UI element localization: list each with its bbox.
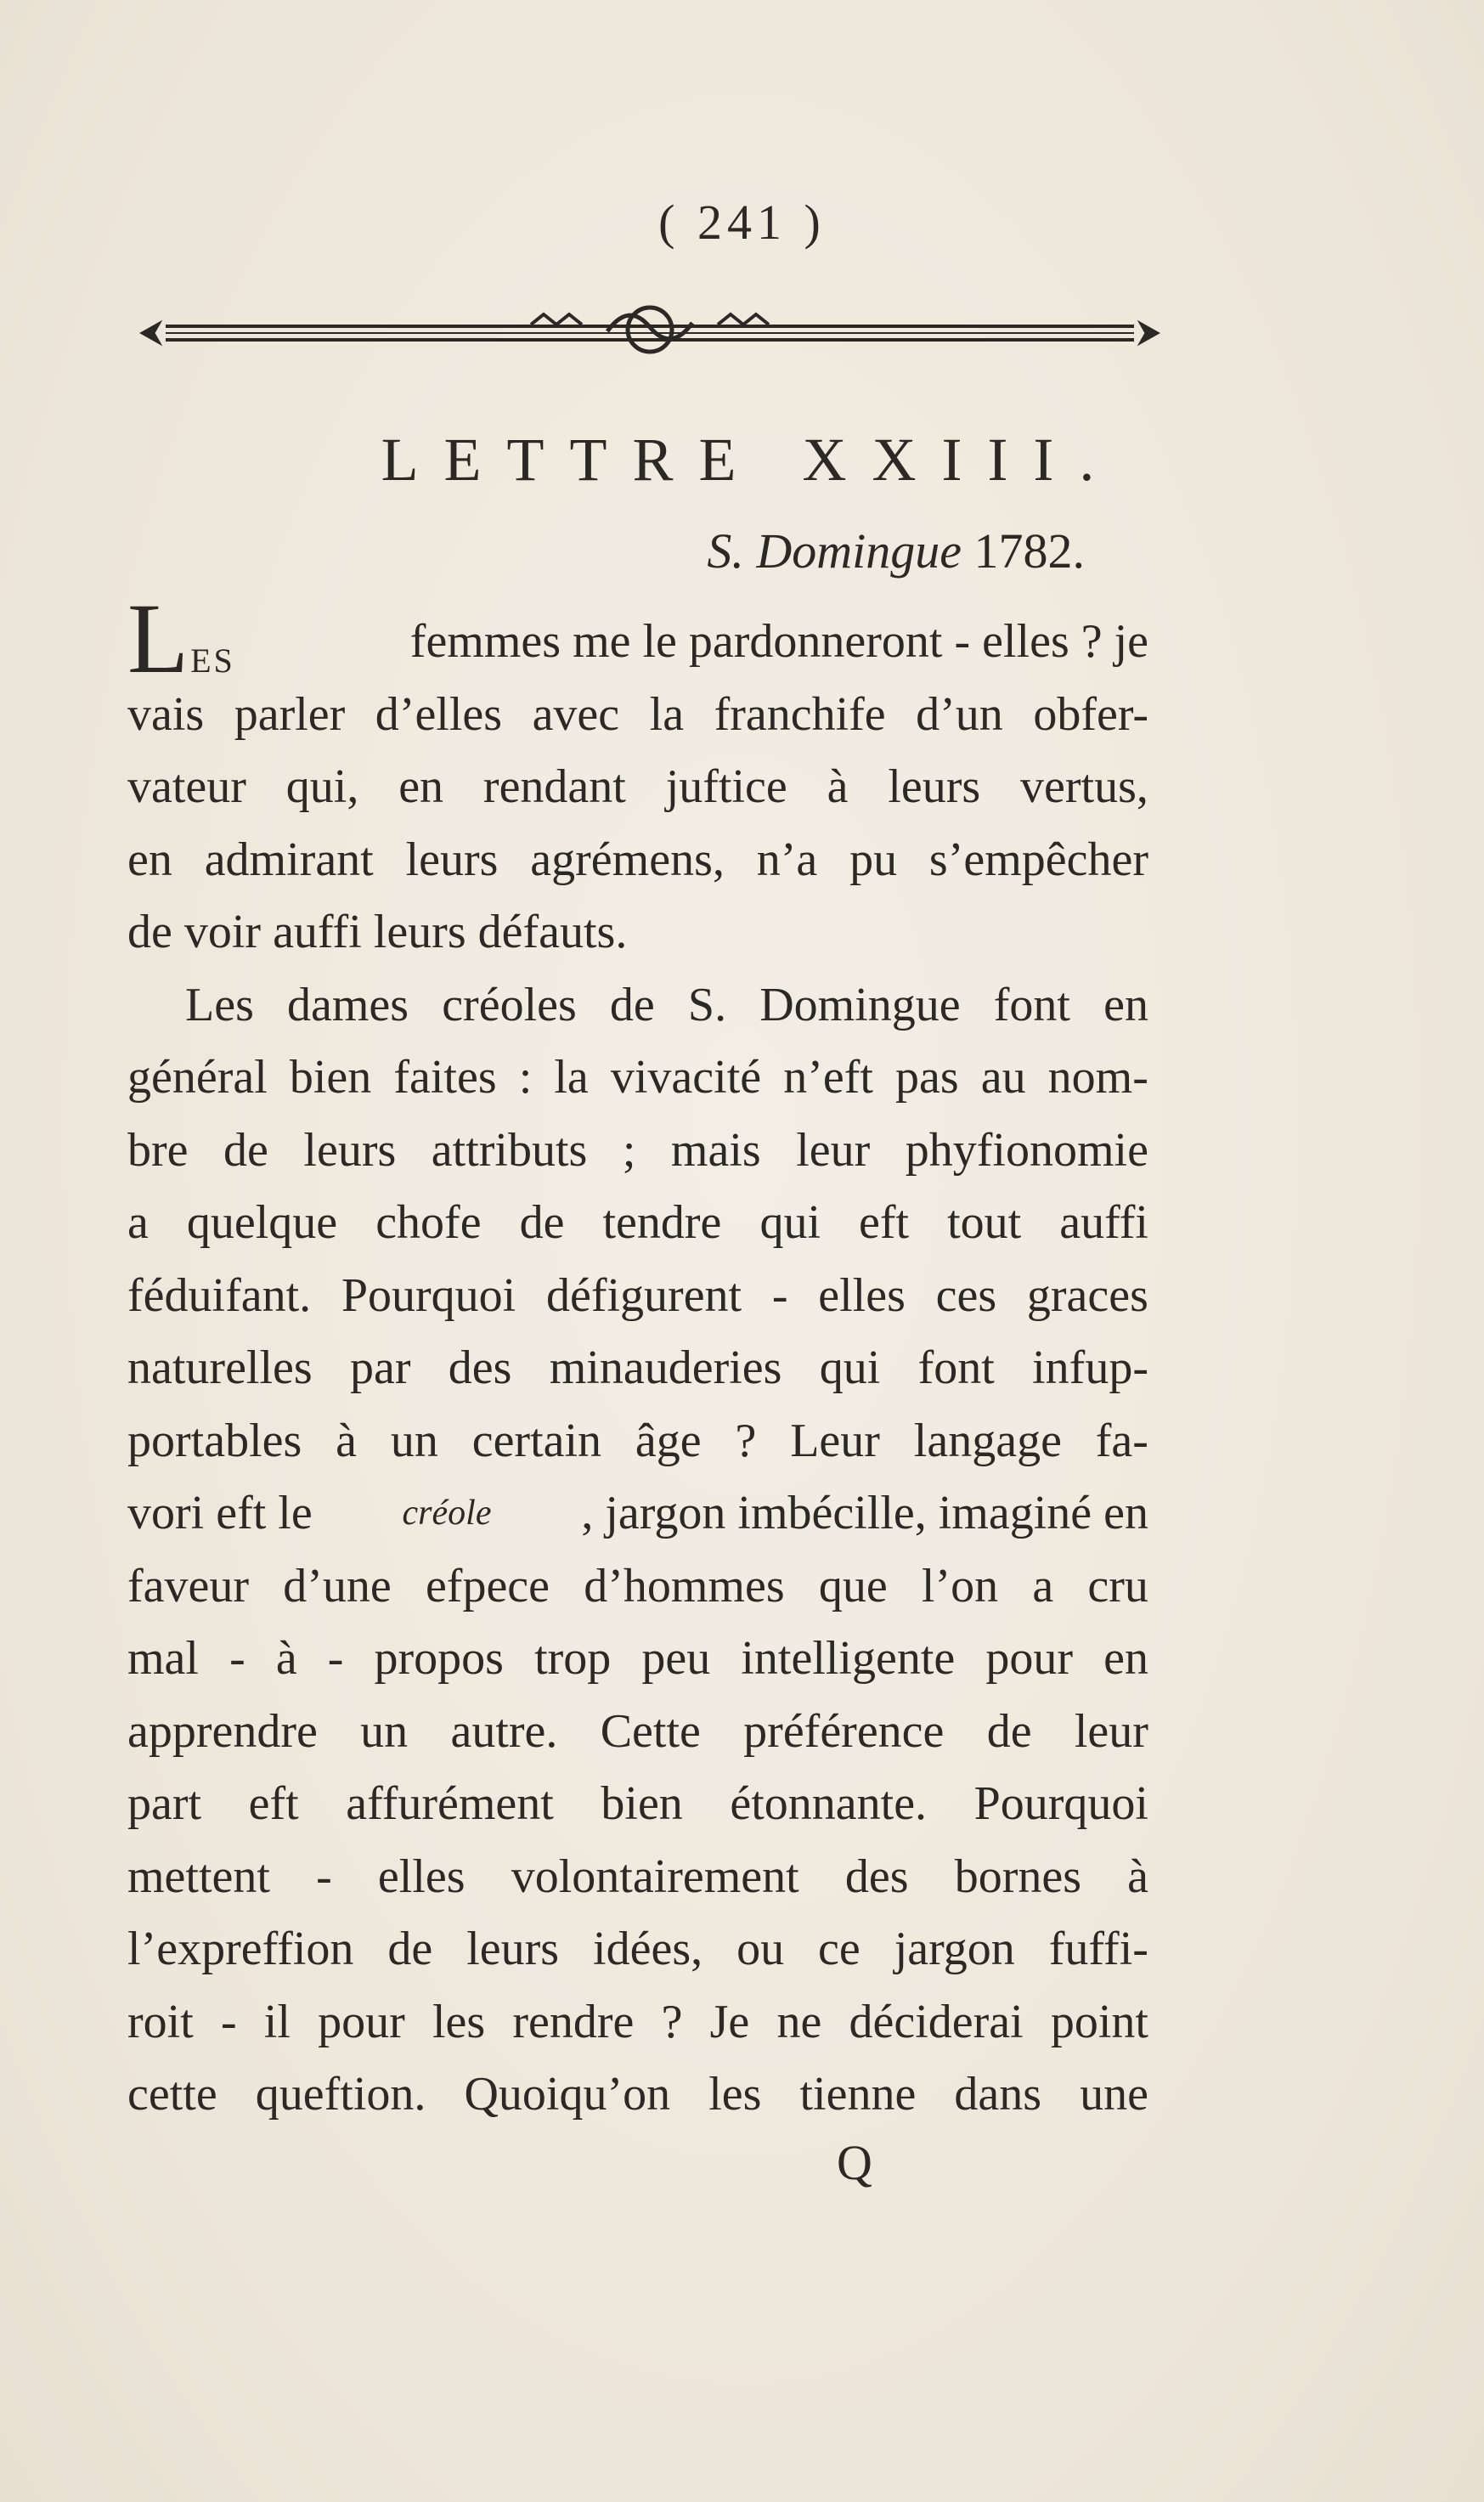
text-line: mal - à - propos trop peu intelligente pour en [127,1632,1148,1685]
text-line: vori eft le créole , jargon imbécille, imaginé en [127,1477,1148,1550]
chapter-title: LETTRE XXIII. [381,426,1120,494]
italic-word: créole [402,1494,492,1533]
text-line: en admirant leurs agrémens, n’a pu s’empêcher [127,833,1148,886]
line-text: femmes me le pardonneront - elles ? je [409,615,1148,668]
text-line: de voir auffi leurs défauts. [127,906,628,958]
page-number: ( 241 ) [658,195,826,250]
text-line: cette queftion. Quoiqu’on les tienne dans une [127,2068,1148,2121]
text-line: vais parler d’elles avec la franchife d’un obfer- [127,687,1148,741]
text-line: Les dames créoles de S. Domingue font en [185,978,1148,1031]
catchword: Q [837,2135,872,2190]
place-name: S. Domingue [707,523,962,579]
first-word-rest: ES [190,641,235,680]
text-line: l’expreffion de leurs idées, ou ce jargon fuffi- [127,1923,1148,1975]
text-line [127,583,1148,694]
text-line: portables à un certain âge ? Leur langage fa- [127,1414,1148,1467]
text-line: vateur qui, en rendant juftice à leurs vertus, [127,760,1148,813]
drop-cap: L [127,583,189,694]
decorative-rule-ornament [132,299,1168,367]
text-line: mettent - elles volontairement des bornes à [127,1850,1148,1903]
text-line: général bien faites : la vivacité n’eft pas au nom- [127,1051,1148,1104]
text-line: part eft affurément bien étonnante. Pourquoi [127,1777,1148,1830]
place-date-line [707,522,1085,579]
text-line: féduifant. Pourquoi défigurent - elles ces graces [127,1268,1148,1322]
text-line: bre de leurs attributs ; mais leur phyfionomie [127,1123,1148,1177]
text-line: roit - il pour les rendre ? Je ne déciderai point [127,1995,1148,2048]
text-line: naturelles par des minauderies qui font infup- [127,1341,1148,1394]
year: 1782. [973,523,1085,579]
text-line: a quelque chofe de tendre qui eft tout auffi [127,1196,1148,1249]
text-line: faveur d’une efpece d’hommes que l’on a cru [127,1559,1148,1612]
text-line: apprendre un autre. Cette préférence de leur [127,1704,1148,1758]
body-text [127,583,1148,2132]
